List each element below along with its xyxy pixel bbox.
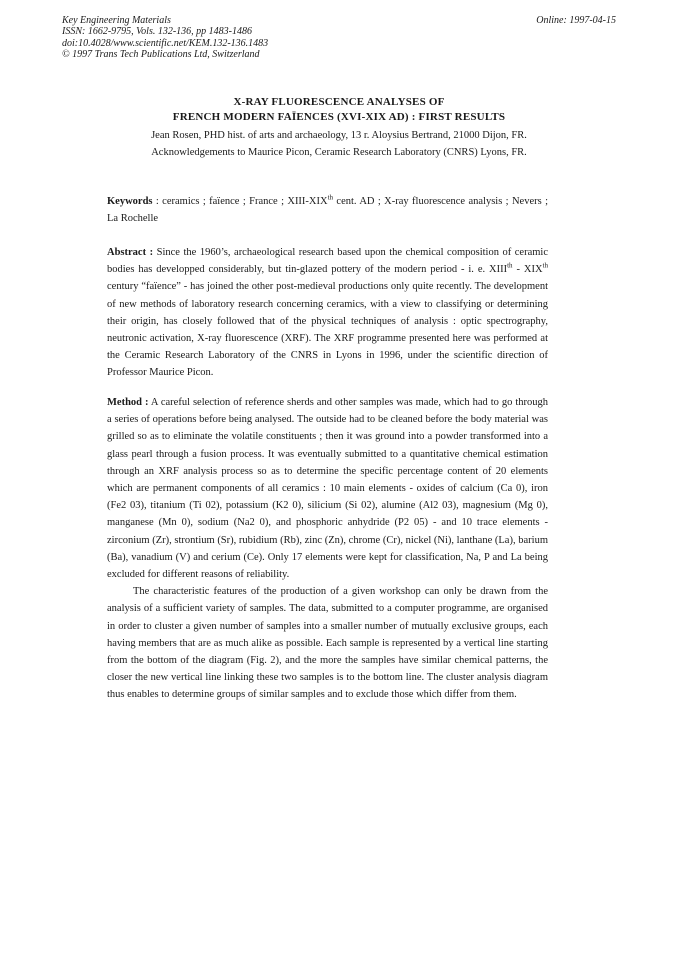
keywords-superscript: th: [327, 193, 334, 202]
abstract-text-c: century “faïence” - has joined the other post-medieval productions only quite recently. The development of new methods of laboratory research concerning ceramics, with a view to classifying or determining their origin, has closely followed that of the physical techniques of analysis : optic spectrography, neutronic activation, X-ray fluorescence (XRF). The XRF programme presented here was performed at the Ceramic Research Laboratory of the CNRS in Lyons in 1996, under the scientific direction of Professor Maurice Picon.: [107, 281, 548, 379]
journal-header: [62, 15, 616, 61]
keywords-text-b: cent. AD ; X-ray fluorescence analysis ; Nevers ; La Rochelle: [107, 196, 548, 225]
abstract-text-b: - XIX: [512, 264, 543, 276]
abstract-label: Abstract :: [107, 247, 154, 258]
title-line-2: FRENCH MODERN FAÏENCES (XVI-XIX AD) : FIRST RESULTS: [172, 111, 506, 123]
method-paragraph-1: [107, 394, 548, 583]
copyright-line: © 1997 Trans Tech Publications Ltd, Switzerland: [62, 49, 260, 61]
abstract-superscript-2: th: [542, 261, 548, 270]
abstract-text-a: Since the 1960’s, archaeological research based upon the chemical composition of ceramic bodies has developped considerably, but tin-glazed pottery of the modern period - i. e. XIII: [107, 247, 548, 276]
keywords-text-a: : ceramics ; faïence ; France ; XIII-XIX: [152, 196, 328, 207]
method-paragraph-2: The characteristic features of the production of a given workshop can only be drawn from the analysis of a sufficient variety of samples. The data, submitted to a computer programme, are organised in order to cluster a given number of samples into a smaller number of mutually exclusive groups, each having members that are as much alike as possible. Each sample is represented by a vertical line starting from the bottom of the diagram (Fig. 2), and the more the samples have similar chemical patterns, the closer the new vertical line linking these two samples is to the bottom line. The cluster analysis diagram thus enables to determine groups of similar samples and to exclude those which differ from them.: [107, 586, 548, 701]
journal-name: Key Engineering Materials: [62, 15, 171, 26]
abstract-superscript-1: th: [507, 261, 513, 270]
abstract-paragraph: [107, 244, 548, 382]
doi-line[interactable]: doi:10.4028/www.scientific.net/KEM.132-136.1483: [62, 37, 269, 49]
issn-line: ISSN: 1662-9795, Vols. 132-136, pp 1483-1486: [62, 26, 252, 38]
keywords-paragraph: [107, 193, 548, 227]
method-section: [107, 394, 548, 704]
author-block: [60, 127, 618, 161]
acknowledgement-line: Acknowledgements to Maurice Picon, Ceramic Research Laboratory (CNRS) Lyons, FR.: [151, 147, 527, 158]
keywords-label: Keywords: [107, 196, 153, 207]
author-affiliation: Jean Rosen, PHD hist. of arts and archaeology, 13 r. Aloysius Bertrand, 21000 Dijon, FR.: [151, 130, 527, 141]
online-date: Online: 1997-04-15: [536, 15, 616, 26]
title-line-1: X-RAY FLUORESCENCE ANALYSES OF: [233, 96, 445, 108]
paper-title: [60, 95, 618, 125]
method-label: Method :: [107, 397, 149, 408]
method-text-1: A careful selection of reference sherds and other samples was made, which had to go through a series of operations before being analysed. The outside had to be cleaned before the body material was grilled so as to eliminate the volatile constituents ; then it was ground into a powder transformed into a glass pearl through a fusion process. It was eventually submitted to a quantitative chemical estimation through an XRF analysis process so as to determine the specific percentage content of 20 elements which are permanent components of all ceramics : 10 main elements - oxides of calcium (Ca 0), iron (Fe2 03), titanium (Ti 02), potassium (K2 0), silicium (Si 02), alumine (Al2 03), magnesium (Mg 0), manganese (Mn 0), sodium (Na2 0), and phosphoric anhydride (P2 05) - and 10 trace elements - zirconium (Zr), strontium (Sr), rubidium (Rb), zinc (Zn), chrome (Cr), nickel (Ni), lanthane (La), barium (Ba), vanadium (V) and cerium (Ce). Only 17 elements were kept for classification, Na, P and La being excluded for different reasons of reliability.: [107, 397, 548, 581]
